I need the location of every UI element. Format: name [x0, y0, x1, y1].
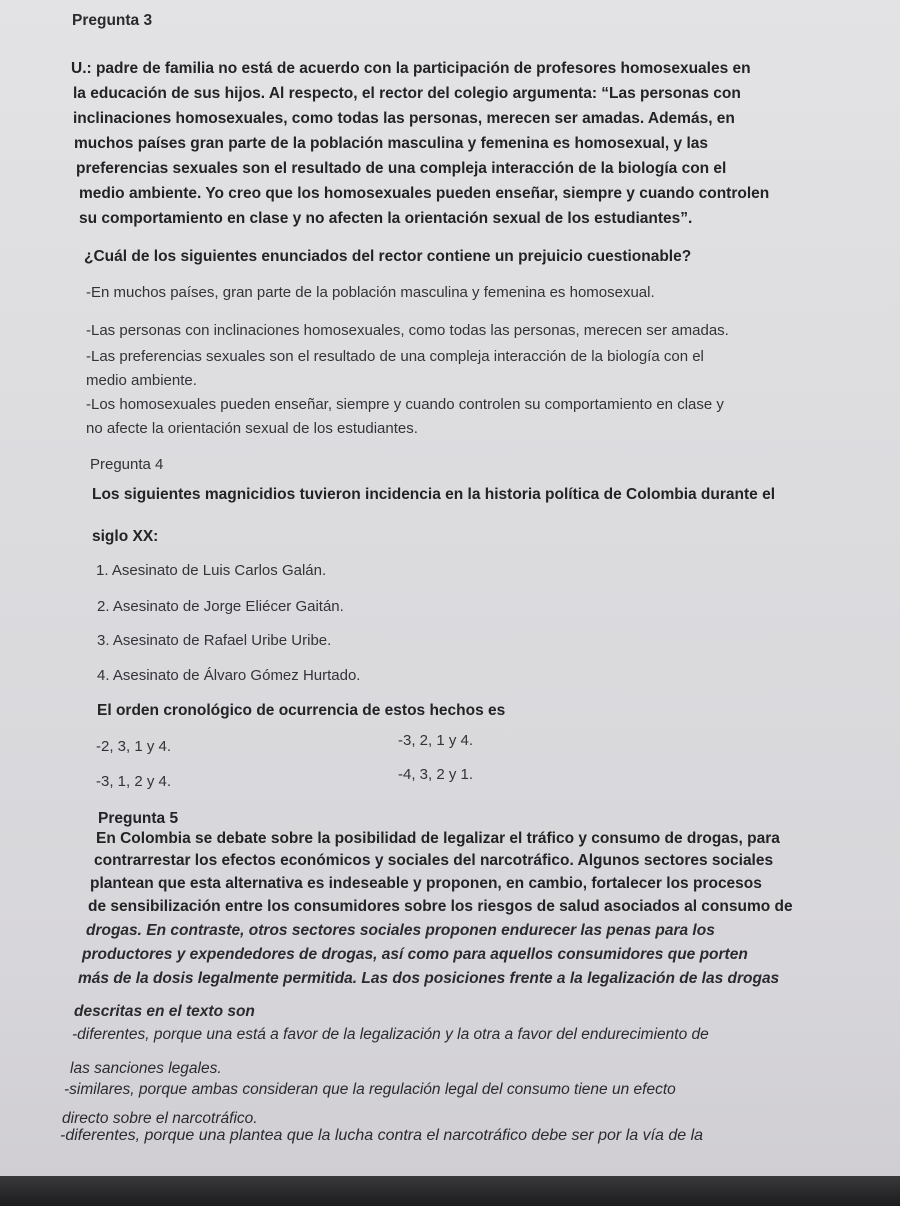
q3-option-continuation: medio ambiente. [86, 372, 197, 389]
q5-passage-line: En Colombia se debate sobre la posibilidad de legalizar el tráfico y consumo de drogas, para [96, 830, 780, 847]
q5-option-continuation: las sanciones legales. [70, 1060, 222, 1077]
q5-passage-line: contrarrestar los efectos económicos y sociales del narcotráfico. Algunos sectores sociales [94, 852, 774, 869]
q4-item: 2. Asesinato de Jorge Eliécer Gaitán. [97, 598, 344, 615]
q3-passage-line: medio ambiente. Yo creo que los homosexuales pueden enseñar, siempre y cuando controlen [79, 185, 770, 202]
q5-option: -diferentes, porque una plantea que la lucha contra el narcotráfico debe ser por la vía de la [60, 1127, 704, 1144]
page-bottom-edge [0, 1176, 900, 1206]
q3-option: -Las personas con inclinaciones homosexuales, como todas las personas, merecen ser amadas. [86, 322, 729, 339]
q3-question: ¿Cuál de los siguientes enunciados del rector contiene un prejuicio cuestionable? [84, 248, 692, 265]
q3-passage-line: preferencias sexuales son el resultado de una compleja interacción de la biología con el [76, 160, 727, 177]
q5-heading: Pregunta 5 [98, 810, 179, 827]
q5-passage-line: plantean que esta alternativa es indeseable y proponen, en cambio, fortalecer los procesos [90, 875, 762, 892]
q5-option: -diferentes, porque una está a favor de la legalización y la otra a favor del endurecimiento de [72, 1026, 709, 1043]
q3-passage-line: muchos países gran parte de la población masculina y femenina es homosexual, y las [74, 135, 709, 152]
q5-option: -similares, porque ambas consideran que la regulación legal del consumo tiene un efecto [64, 1081, 676, 1098]
q4-item: 4. Asesinato de Álvaro Gómez Hurtado. [97, 667, 361, 684]
q5-passage-line: más de la dosis legalmente permitida. Las dos posiciones frente a la legalización de las drogas [78, 970, 780, 987]
q3-option: -Los homosexuales pueden enseñar, siempre y cuando controlen su comportamiento en clase y [86, 396, 724, 413]
q4-heading: Pregunta 4 [90, 456, 164, 473]
q4-item: 1. Asesinato de Luis Carlos Galán. [96, 562, 327, 579]
q3-heading: Pregunta 3 [72, 12, 153, 29]
q4-item: 3. Asesinato de Rafael Uribe Uribe. [97, 632, 332, 649]
q3-option: -En muchos países, gran parte de la población masculina y femenina es homosexual. [86, 284, 655, 301]
q5-option-continuation: directo sobre el narcotráfico. [62, 1110, 258, 1127]
q5-passage-line: descritas en el texto son [74, 1003, 255, 1020]
q3-passage-line: la educación de sus hijos. Al respecto, el rector del colegio argumenta: “Las personas con [73, 85, 741, 102]
q5-passage-line: productores y expendedores de drogas, así como para aquellos consumidores que porten [82, 946, 748, 963]
q3-passage-line: inclinaciones homosexuales, como todas las personas, merecen ser amadas. Además, en [73, 110, 735, 127]
q3-passage-line: su comportamiento en clase y no afecten la orientación sexual de los estudiantes”. [79, 210, 693, 227]
q4-option: -3, 2, 1 y 4. [398, 732, 474, 749]
q3-option: -Las preferencias sexuales son el resultado de una compleja interacción de la biología con el [86, 348, 704, 365]
q4-option: -2, 3, 1 y 4. [96, 738, 172, 755]
q5-passage-line: de sensibilización entre los consumidores sobre los riesgos de salud asociados al consumo de [88, 898, 793, 915]
q4-question: El orden cronológico de ocurrencia de estos hechos es [97, 702, 506, 719]
q5-passage-line: drogas. En contraste, otros sectores sociales proponen endurecer las penas para los [86, 922, 715, 939]
q3-option-continuation: no afecte la orientación sexual de los estudiantes. [86, 420, 418, 437]
q4-option: -4, 3, 2 y 1. [398, 766, 474, 783]
q4-option: -3, 1, 2 y 4. [96, 773, 172, 790]
q3-passage-line: U.: padre de familia no está de acuerdo con la participación de profesores homosexuales en [71, 60, 751, 77]
q4-intro-line: siglo XX: [92, 528, 159, 545]
q4-intro-line: Los siguientes magnicidios tuvieron incidencia en la historia política de Colombia durante el [92, 486, 775, 503]
